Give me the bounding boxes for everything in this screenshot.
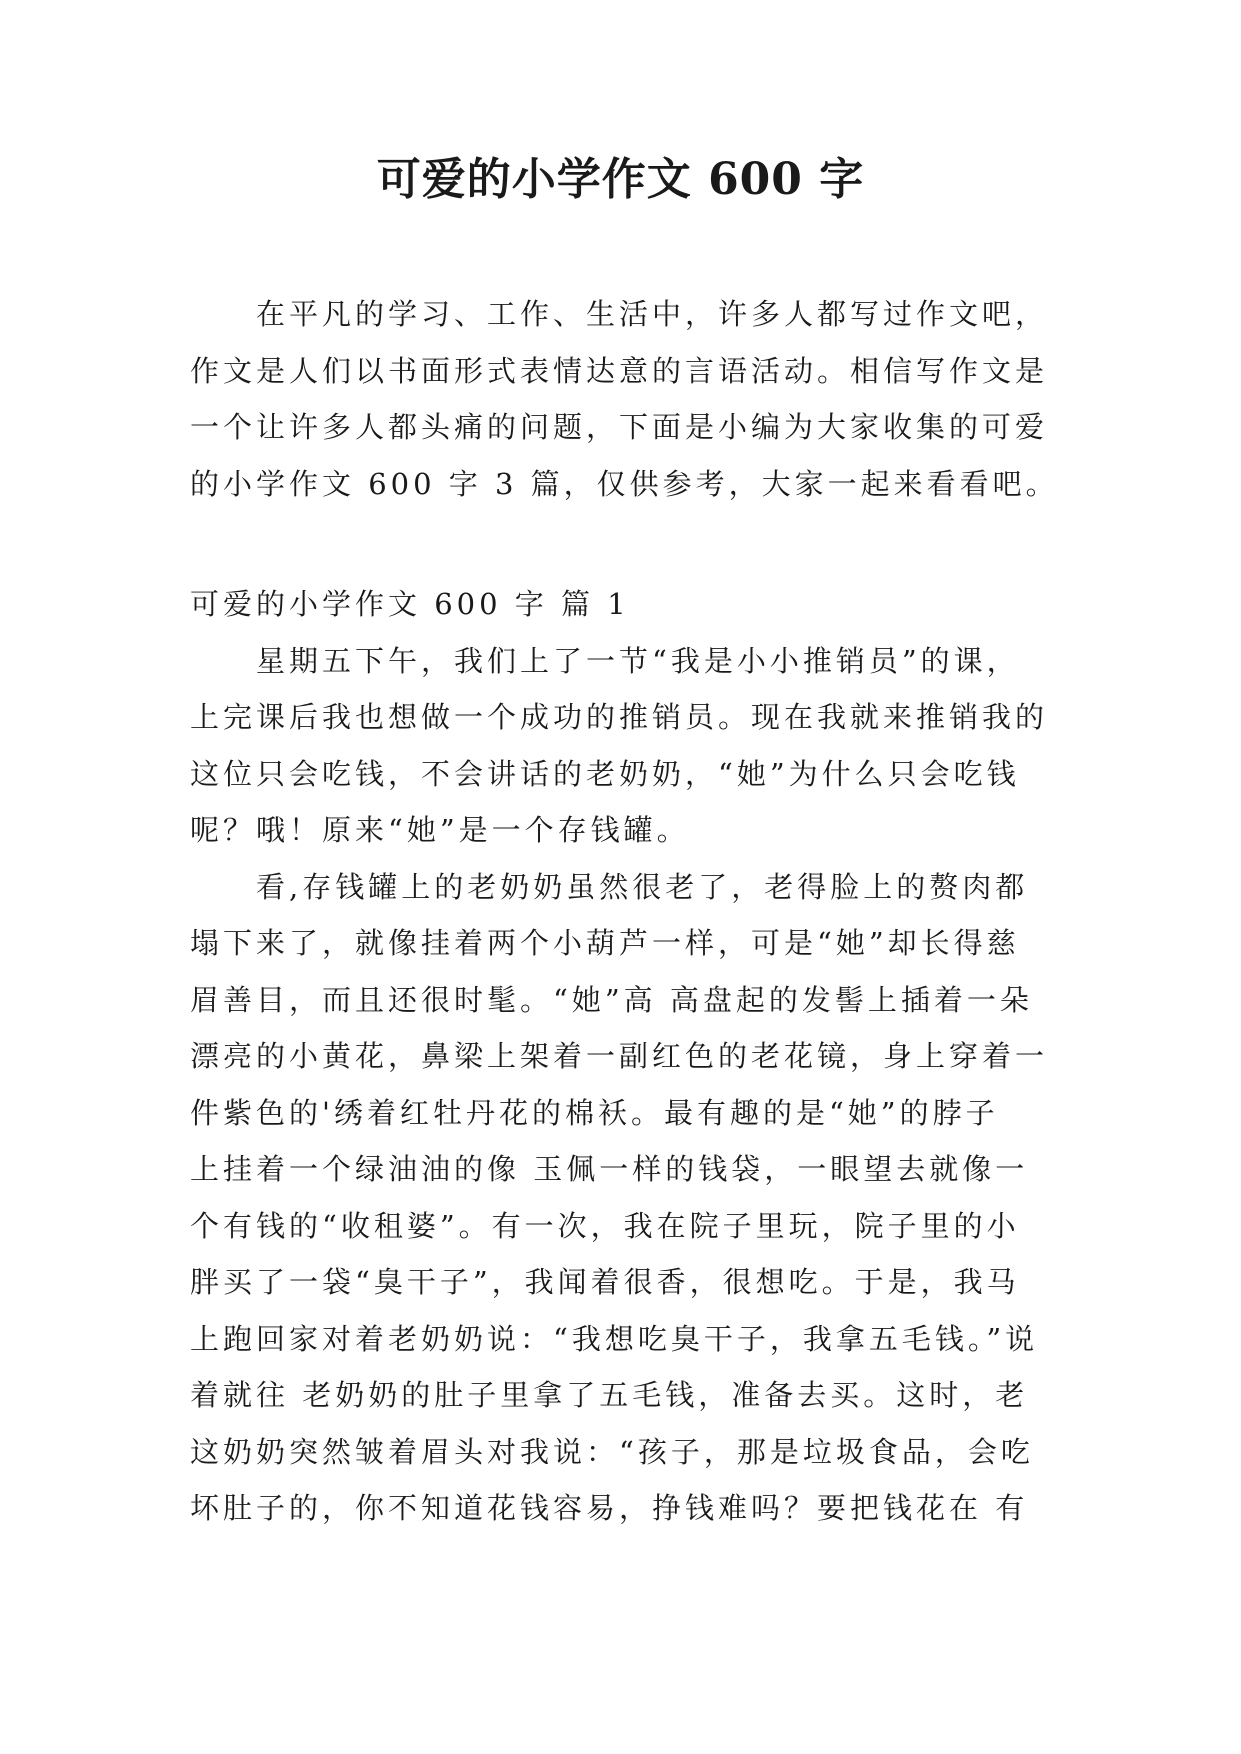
text-line: 塌下来了，就像挂着两个小葫芦一样，可是“她”却长得慈	[190, 926, 1020, 960]
text-line: 眉善目，而且还很时髦。“她”高 高盘起的发髻上插着一朵	[190, 982, 1033, 1017]
text-line: 这位只会吃钱，不会讲话的老奶奶，“她”为什么只会吃钱	[190, 756, 1020, 791]
text-line: 看,存钱罐上的老奶奶虽然很老了，老得脸上的赘肉都	[190, 869, 1029, 904]
text-line: 在平凡的学习、工作、生活中，许多人都写过作文吧，	[190, 297, 1049, 331]
text-line: 作文是人们以书面形式表情达意的言语活动。相信写作文是	[190, 353, 1049, 388]
essay-section-1	[190, 576, 1050, 1537]
text-line: 上挂着一个绿油油的像 玉佩一样的钱袋，一眼望去就像一	[190, 1152, 1029, 1186]
text-line: 一个让许多人都头痛的问题，下面是小编为大家收集的可爱	[190, 410, 1049, 444]
text-line: 星期五下午，我们上了一节“我是小小推销员”的课，	[190, 643, 1020, 678]
text-line: 坏肚子的，你不知道花钱容易，挣钱难吗？要把钱花在 有	[190, 1491, 1029, 1525]
text-line: 这奶奶突然皱着眉头对我说：“孩子，那是垃圾食品，会吃	[190, 1434, 1034, 1469]
text-line: 胖买了一袋“臭干子”，我闻着很香，很想吃。于是，我马	[190, 1265, 1020, 1299]
page-title: 可爱的小学作文 600 字	[376, 154, 865, 205]
text-line: 着就往 老奶奶的肚子里拿了五毛钱，准备去买。这时，老	[190, 1378, 1029, 1412]
text-line: 呢？哦！原来“她”是一个存钱罐。	[190, 813, 690, 847]
text-line: 件紫色的'绣着红牡丹花的棉袄。最有趣的是“她”的脖子	[190, 1095, 999, 1130]
text-line: 漂亮的小黄花，鼻梁上架着一副红色的老花镜，身上穿着一	[190, 1039, 1049, 1073]
text-line: 上完课后我也想做一个成功的推销员。现在我就来推销我的	[190, 700, 1049, 734]
text-line: 个有钱的“收租婆”。有一次，我在院子里玩，院子里的小	[190, 1208, 1020, 1243]
text-line: 的小学作文 600 字 3 篇，仅供参考，大家一起来看看吧。	[190, 466, 1059, 501]
section-heading: 可爱的小学作文 600 字 篇 1	[190, 587, 630, 621]
intro-paragraph	[190, 286, 1059, 512]
text-line: 上跑回家对着老奶奶说：“我想吃臭干子，我拿五毛钱。”说	[190, 1321, 1039, 1356]
